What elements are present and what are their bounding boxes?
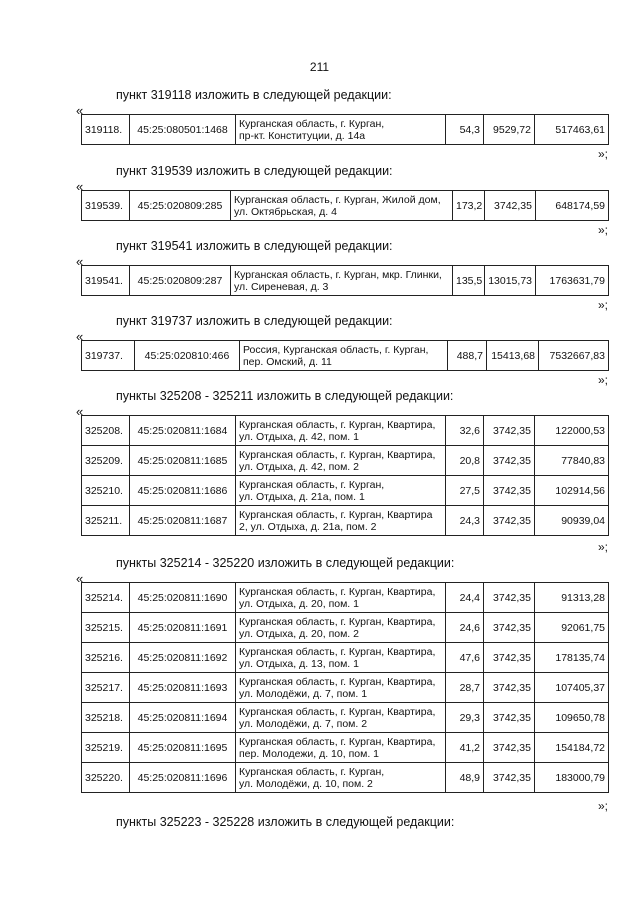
section-intro: пункты 325208 - 325211 изложить в следующей редакции:: [116, 389, 454, 403]
cost-value: 90939,04: [535, 506, 609, 536]
cost-value: 183000,79: [535, 763, 609, 793]
quote-open: «: [76, 329, 84, 344]
cost-value: 154184,72: [535, 733, 609, 763]
address-line: Курганская область, г. Курган, Жилой дом,: [234, 193, 441, 206]
address-line: Курганская область, г. Курган,: [239, 765, 385, 778]
price-value: 3742,35: [484, 643, 535, 673]
row-number: 325210.: [82, 476, 130, 506]
area-value: 27,5: [446, 476, 484, 506]
area-value: 488,7: [448, 341, 487, 371]
address-line: ул. Молодёжи, д. 7, пом. 2: [239, 717, 368, 730]
record-table: [81, 265, 609, 296]
address-line: ул. Октябрьская, д. 4: [234, 205, 337, 218]
cost-value: 77840,83: [535, 446, 609, 476]
area-value: 29,3: [446, 703, 484, 733]
address-line: Курганская область, г. Курган, Квартира,: [239, 645, 436, 658]
row-number: 319737.: [82, 341, 135, 371]
cadastral-number: 45:25:020811:1695: [130, 733, 236, 763]
address-line: Курганская область, г. Курган, Квартира,: [239, 448, 436, 461]
section-intro: пункт 319541 изложить в следующей редакции:: [116, 239, 393, 253]
page-number: 211: [309, 60, 330, 74]
cadastral-number: 45:25:020810:466: [135, 341, 240, 371]
row-number: 319118.: [82, 115, 130, 145]
address-line: ул. Сиреневая, д. 3: [234, 280, 329, 293]
address-cell: [236, 416, 446, 446]
table-row: [82, 341, 609, 371]
address-line: ул. Молодёжи, д. 7, пом. 1: [239, 687, 368, 700]
record-table: [81, 415, 609, 536]
row-number: 325216.: [82, 643, 130, 673]
cadastral-number: 45:25:020811:1684: [130, 416, 236, 446]
address-cell: [236, 115, 446, 145]
area-value: 41,2: [446, 733, 484, 763]
address-line: Курганская область, г. Курган, Квартира,: [239, 705, 436, 718]
area-value: 54,3: [446, 115, 484, 145]
cadastral-number: 45:25:020811:1694: [130, 703, 236, 733]
cadastral-number: 45:25:020811:1685: [130, 446, 236, 476]
row-number: 325215.: [82, 613, 130, 643]
quote-close: »;: [598, 223, 609, 237]
table-row: [82, 266, 609, 296]
quote-open: «: [76, 571, 84, 586]
quote-close: »;: [598, 373, 609, 387]
section-intro: пункт 319539 изложить в следующей редакции:: [116, 164, 393, 178]
cadastral-number: 45:25:020811:1693: [130, 673, 236, 703]
address-line: пер. Молодежи, д. 10, пом. 1: [239, 747, 379, 760]
cost-value: 648174,59: [536, 191, 609, 221]
row-number: 325209.: [82, 446, 130, 476]
area-value: 20,8: [446, 446, 484, 476]
section-intro: пункт 319118 изложить в следующей редакции:: [116, 88, 392, 102]
table-row: [82, 733, 609, 763]
cadastral-number: 45:25:020811:1696: [130, 763, 236, 793]
area-value: 24,4: [446, 583, 484, 613]
table-row: [82, 506, 609, 536]
record-table: [81, 340, 609, 371]
cadastral-number: 45:25:020811:1690: [130, 583, 236, 613]
address-line: Курганская область, г. Курган, Квартира: [239, 508, 433, 521]
table-row: [82, 763, 609, 793]
address-cell: [236, 733, 446, 763]
address-line: Курганская область, г. Курган,: [239, 478, 385, 491]
address-line: ул. Отдыха, д. 13, пом. 1: [239, 657, 359, 670]
cost-value: 1763631,79: [536, 266, 609, 296]
address-line: Курганская область, г. Курган, Квартира,: [239, 675, 436, 688]
price-value: 9529,72: [484, 115, 535, 145]
quote-close: »;: [598, 540, 609, 554]
quote-close: »;: [598, 799, 609, 813]
address-line: ул. Отдыха, д. 21а, пом. 1: [239, 490, 365, 503]
cost-value: 107405,37: [535, 673, 609, 703]
cadastral-number: 45:25:020811:1687: [130, 506, 236, 536]
address-cell: [240, 341, 448, 371]
table-row: [82, 583, 609, 613]
row-number: 319539.: [82, 191, 130, 221]
address-cell: [236, 476, 446, 506]
address-line: 2, ул. Отдыха, д. 21а, пом. 2: [239, 520, 377, 533]
address-line: Курганская область, г. Курган, Квартира,: [239, 418, 436, 431]
cost-value: 517463,61: [535, 115, 609, 145]
price-value: 3742,35: [484, 416, 535, 446]
cadastral-number: 45:25:020809:285: [130, 191, 231, 221]
cadastral-number: 45:25:020809:287: [130, 266, 231, 296]
record-table: [81, 114, 609, 145]
row-number: 325211.: [82, 506, 130, 536]
address-line: Курганская область, г. Курган, мкр. Глинки,: [234, 268, 442, 281]
address-line: ул. Отдыха, д. 42, пом. 1: [239, 430, 359, 443]
table-row: [82, 703, 609, 733]
cadastral-number: 45:25:020811:1692: [130, 643, 236, 673]
address-cell: [236, 763, 446, 793]
area-value: 32,6: [446, 416, 484, 446]
address-line: ул. Отдыха, д. 20, пом. 2: [239, 627, 359, 640]
area-value: 135,5: [453, 266, 485, 296]
row-number: 325214.: [82, 583, 130, 613]
address-cell: [231, 266, 453, 296]
price-value: 3742,35: [484, 613, 535, 643]
area-value: 173,2: [453, 191, 485, 221]
cost-value: 122000,53: [535, 416, 609, 446]
price-value: 3742,35: [484, 446, 535, 476]
table-row: [82, 191, 609, 221]
row-number: 325208.: [82, 416, 130, 446]
table-row: [82, 115, 609, 145]
table-row: [82, 643, 609, 673]
address-line: ул. Отдыха, д. 20, пом. 1: [239, 597, 359, 610]
price-value: 3742,35: [484, 703, 535, 733]
price-value: 3742,35: [484, 733, 535, 763]
address-cell: [236, 446, 446, 476]
area-value: 24,3: [446, 506, 484, 536]
cost-value: 7532667,83: [539, 341, 609, 371]
price-value: 3742,35: [484, 763, 535, 793]
table-row: [82, 446, 609, 476]
price-value: 3742,35: [485, 191, 536, 221]
cost-value: 91313,28: [535, 583, 609, 613]
cadastral-number: 45:25:020811:1686: [130, 476, 236, 506]
table-row: [82, 673, 609, 703]
row-number: 325220.: [82, 763, 130, 793]
section-intro: пункты 325223 - 325228 изложить в следующей редакции:: [116, 815, 455, 829]
quote-open: «: [76, 404, 84, 419]
area-value: 48,9: [446, 763, 484, 793]
address-cell: [236, 613, 446, 643]
section-intro: пункты 325214 - 325220 изложить в следующей редакции:: [116, 556, 455, 570]
address-line: Россия, Курганская область, г. Курган,: [243, 343, 429, 356]
quote-open: «: [76, 103, 84, 118]
table-row: [82, 416, 609, 446]
price-value: 3742,35: [484, 476, 535, 506]
row-number: 325217.: [82, 673, 130, 703]
price-value: 13015,73: [485, 266, 536, 296]
address-cell: [236, 506, 446, 536]
row-number: 325218.: [82, 703, 130, 733]
price-value: 15413,68: [487, 341, 539, 371]
address-line: Курганская область, г. Курган, Квартира,: [239, 585, 436, 598]
table-row: [82, 476, 609, 506]
record-table: [81, 582, 609, 793]
row-number: 319541.: [82, 266, 130, 296]
price-value: 3742,35: [484, 583, 535, 613]
area-value: 28,7: [446, 673, 484, 703]
cadastral-number: 45:25:080501:1468: [130, 115, 236, 145]
row-number: 325219.: [82, 733, 130, 763]
cost-value: 109650,78: [535, 703, 609, 733]
address-line: пер. Омский, д. 11: [243, 355, 332, 368]
address-cell: [236, 703, 446, 733]
address-cell: [236, 583, 446, 613]
cost-value: 178135,74: [535, 643, 609, 673]
quote-close: »;: [598, 147, 609, 161]
address-cell: [236, 643, 446, 673]
table-row: [82, 613, 609, 643]
quote-open: «: [76, 254, 84, 269]
price-value: 3742,35: [484, 673, 535, 703]
area-value: 24,6: [446, 613, 484, 643]
quote-close: »;: [598, 298, 609, 312]
address-cell: [236, 673, 446, 703]
address-cell: [231, 191, 453, 221]
area-value: 47,6: [446, 643, 484, 673]
address-line: ул. Отдыха, д. 42, пом. 2: [239, 460, 359, 473]
cost-value: 92061,75: [535, 613, 609, 643]
address-line: Курганская область, г. Курган, Квартира,: [239, 735, 436, 748]
quote-open: «: [76, 179, 84, 194]
cost-value: 102914,56: [535, 476, 609, 506]
section-intro: пункт 319737 изложить в следующей редакции:: [116, 314, 393, 328]
cadastral-number: 45:25:020811:1691: [130, 613, 236, 643]
record-table: [81, 190, 609, 221]
price-value: 3742,35: [484, 506, 535, 536]
address-line: Курганская область, г. Курган,: [239, 117, 385, 130]
address-line: ул. Молодёжи, д. 10, пом. 2: [239, 777, 373, 790]
address-line: Курганская область, г. Курган, Квартира,: [239, 615, 436, 628]
address-line: пр-кт. Конституции, д. 14а: [239, 129, 366, 142]
